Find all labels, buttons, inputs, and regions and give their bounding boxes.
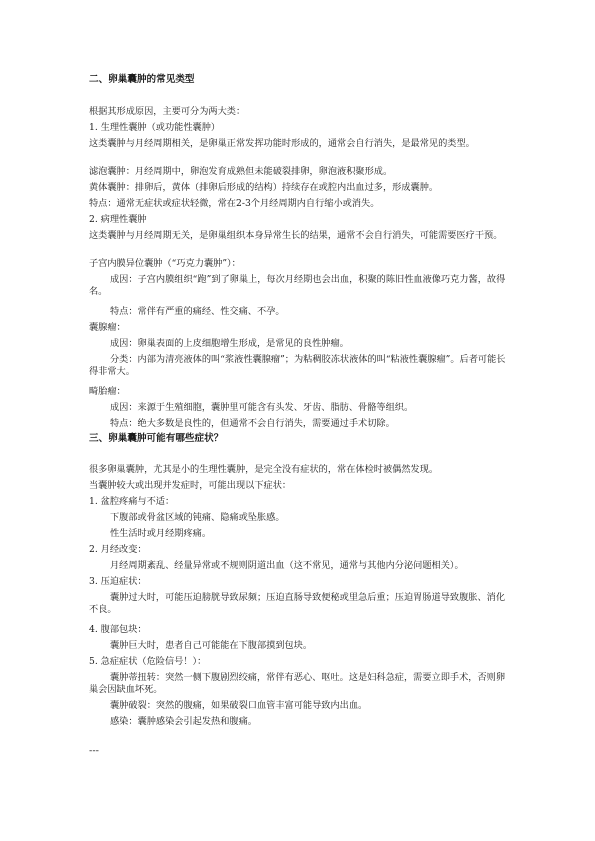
physiological-feature-text: 特点：通常无症状或症状轻微，常在2-3个月经周期内自行缩小或消失。 xyxy=(89,198,380,209)
teratoma-feature: 特点：绝大多数是良性的，但通常不会自行消失，需要通过手术切除。 xyxy=(110,418,395,429)
symptoms-intro-2: 当囊肿较大或出现并发症时，可能出现以下症状： xyxy=(89,480,292,491)
symptom-5-heading: 5. 急症症状（危险信号！）： xyxy=(89,656,207,667)
symptoms-intro: 很多卵巢囊肿，尤其是小的生理性囊肿，是完全没有症状的，常在体检时被偶然发现。 xyxy=(89,464,439,475)
section-3-title: 三、卵巢囊肿可能有哪些症状？ xyxy=(89,433,224,444)
symptom-4-detail: 囊肿巨大时，患者自己可能能在下腹部摸到包块。 xyxy=(110,640,313,651)
follicular-cyst-text: 滤泡囊肿：月经周期中，卵泡发育成熟但未能破裂排卵，卵泡液积聚形成。 xyxy=(89,166,393,177)
symptom-4-heading: 4. 腹部包块： xyxy=(89,624,147,635)
endometrioma-feature: 特点：常伴有严重的痛经、性交痛、不孕。 xyxy=(110,306,285,317)
pathological-heading: 2. 病理性囊肿 xyxy=(89,214,147,225)
symptom-1-detail-a: 下腹部或骨盆区域的钝痛、隐痛或坠胀感。 xyxy=(110,512,285,523)
luteal-cyst-text: 黄体囊肿：排卵后，黄体（排卵后形成的结构）持续存在或腔内出血过多，形成囊肿。 xyxy=(89,182,439,193)
symptom-3-detail: 囊肿过大时，可能压迫膀胱导致尿频；压迫直肠导致便秘或里急后重；压迫胃肠道导致腹胀、消化不良。 xyxy=(89,592,506,615)
cystadenoma-classification: 分类：内部为清亮液体的叫“浆液性囊腺瘤”；为粘稠胶冻状液体的叫“粘液性囊腺瘤”。后者可能长得非常大。 xyxy=(89,354,506,377)
endometrioma-cause: 成因：子宫内膜组织“跑”到了卵巢上，每次月经期也会出血，积聚的陈旧性血液像巧克力酱，故得名。 xyxy=(89,274,506,297)
physiological-heading: 1. 生理性囊肿（或功能性囊肿） xyxy=(89,122,221,133)
pathological-description: 这类囊肿与月经周期无关，是卵巢组织本身异常生长的结果，通常不会自行消失，可能需要医疗干预。 xyxy=(89,230,503,241)
section-2-title: 二、卵巢囊肿的常见类型 xyxy=(89,74,195,85)
symptom-5-infection: 感染：囊肿感染会引起发热和腹痛。 xyxy=(110,716,257,727)
cystadenoma-title: 囊腺瘤： xyxy=(89,322,126,333)
symptom-5-torsion: 囊肿蒂扭转：突然一侧下腹剧烈绞痛，常伴有恶心、呕吐。这是妇科急症，需要立即手术，否则卵巢会因缺血坏死。 xyxy=(89,672,506,695)
symptom-5-rupture: 囊肿破裂：突然的腹痛，如果破裂口血管丰富可能导致内出血。 xyxy=(110,700,368,711)
cystadenoma-cause: 成因：卵巢表面的上皮细胞增生形成，是常见的良性肿瘤。 xyxy=(110,338,349,349)
separator-line: --- xyxy=(89,745,99,756)
teratoma-title: 畸胎瘤： xyxy=(89,386,126,397)
symptom-2-heading: 2. 月经改变： xyxy=(89,544,147,555)
endometrioma-title: 子宫内膜异位囊肿（“巧克力囊肿”）： xyxy=(89,258,241,269)
teratoma-cause: 成因：来源于生殖细胞，囊肿里可能含有头发、牙齿、脂肪、骨骼等组织。 xyxy=(110,402,414,413)
symptom-2-detail: 月经周期紊乱、经量异常或不规则阴道出血（这不常见，通常与其他内分泌问题相关）。 xyxy=(110,560,464,571)
symptom-1-detail-b: 性生活时或月经期疼痛。 xyxy=(110,528,212,539)
physiological-description: 这类囊肿与月经周期相关，是卵巢正常发挥功能时形成的，通常会自行消失，是最常见的类型。 xyxy=(89,138,475,149)
symptom-3-heading: 3. 压迫症状： xyxy=(89,576,147,587)
symptom-1-heading: 1. 盆腔疼痛与不适： xyxy=(89,496,175,507)
intro-text: 根据其形成原因，主要可分为两大类： xyxy=(89,106,246,117)
